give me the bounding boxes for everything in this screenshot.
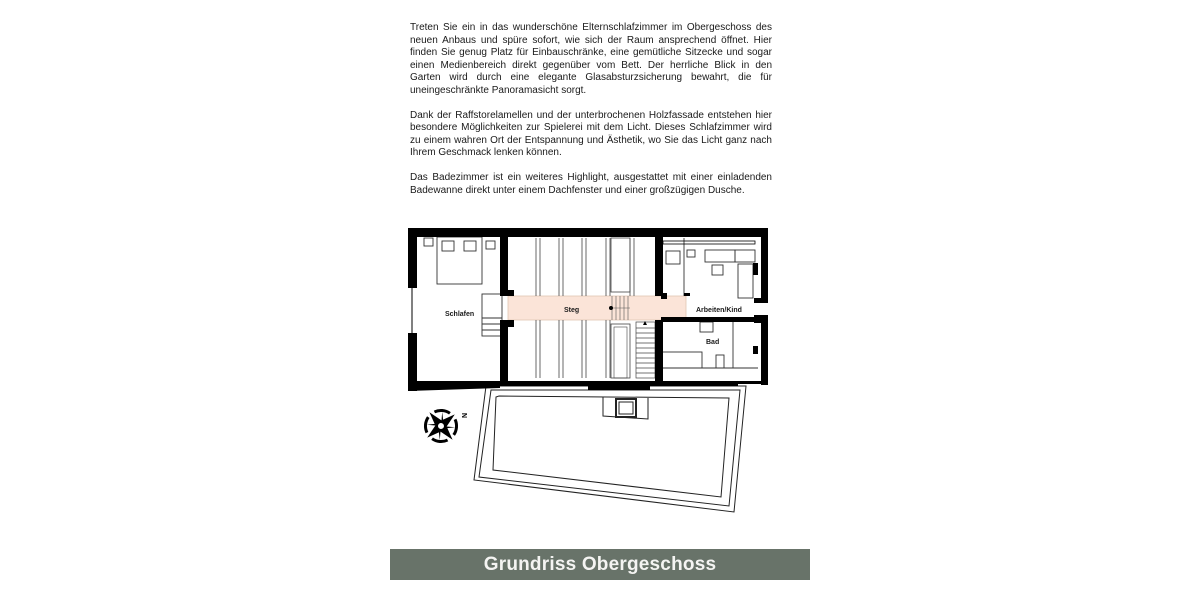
paragraph-lighting: Dank der Raffstorelamellen und der unterbrochenen Holzfassade entstehen hier besondere Möglichkeiten zur Spielerei mit dem Licht. Dieses Schlafzimmer wird zu einem wahren Ort der Entspannung und Ästhetik, wo Sie das Licht ganz nach Ihrem Geschmack lenken können. [410,109,772,158]
banner-title: Grundriss Obergeschoss [483,553,717,575]
bedroom-furniture [424,237,502,336]
walkway-steg [508,296,686,320]
floor-plan [400,220,780,520]
room-label-bedroom: Schlafen [445,311,475,318]
compass-rose-icon [416,401,467,452]
paragraph-bathroom: Das Badezimmer ist ein weiteres Highlight, ausgestattet mit einer einladenden Badewanne direkt unter einem Dachfenster und einer großzügigen Dusche. [410,172,772,196]
staircase [636,322,655,378]
office-furniture [666,238,755,298]
room-label-office: Arbeiten/Kind [696,307,742,314]
paragraph-bedroom: Treten Sie ein in das wunderschöne Elternschlafzimmer im Obergeschoss des neuen Anbaus und spüre sofort, wie sich der Raum ansprechend öffnet. Hier finden Sie genug Platz für Einbauschränke, eine gemütliche Sitzecke und sogar einen Medienbereich direkt gegenüber vom Bett. Der herrliche Blick in den Garten wird durch eine elegante Glasabsturzsicherung bewahrt, die für uneingeschränkte Panoramasicht sorgt. [410,22,772,96]
room-label-walkway: Steg [564,307,580,314]
room-label-bathroom: Bad [706,339,720,346]
description-text [410,22,772,210]
title-banner [390,549,810,580]
terrace-outline [474,386,746,512]
compass-north-label: N [462,412,469,418]
